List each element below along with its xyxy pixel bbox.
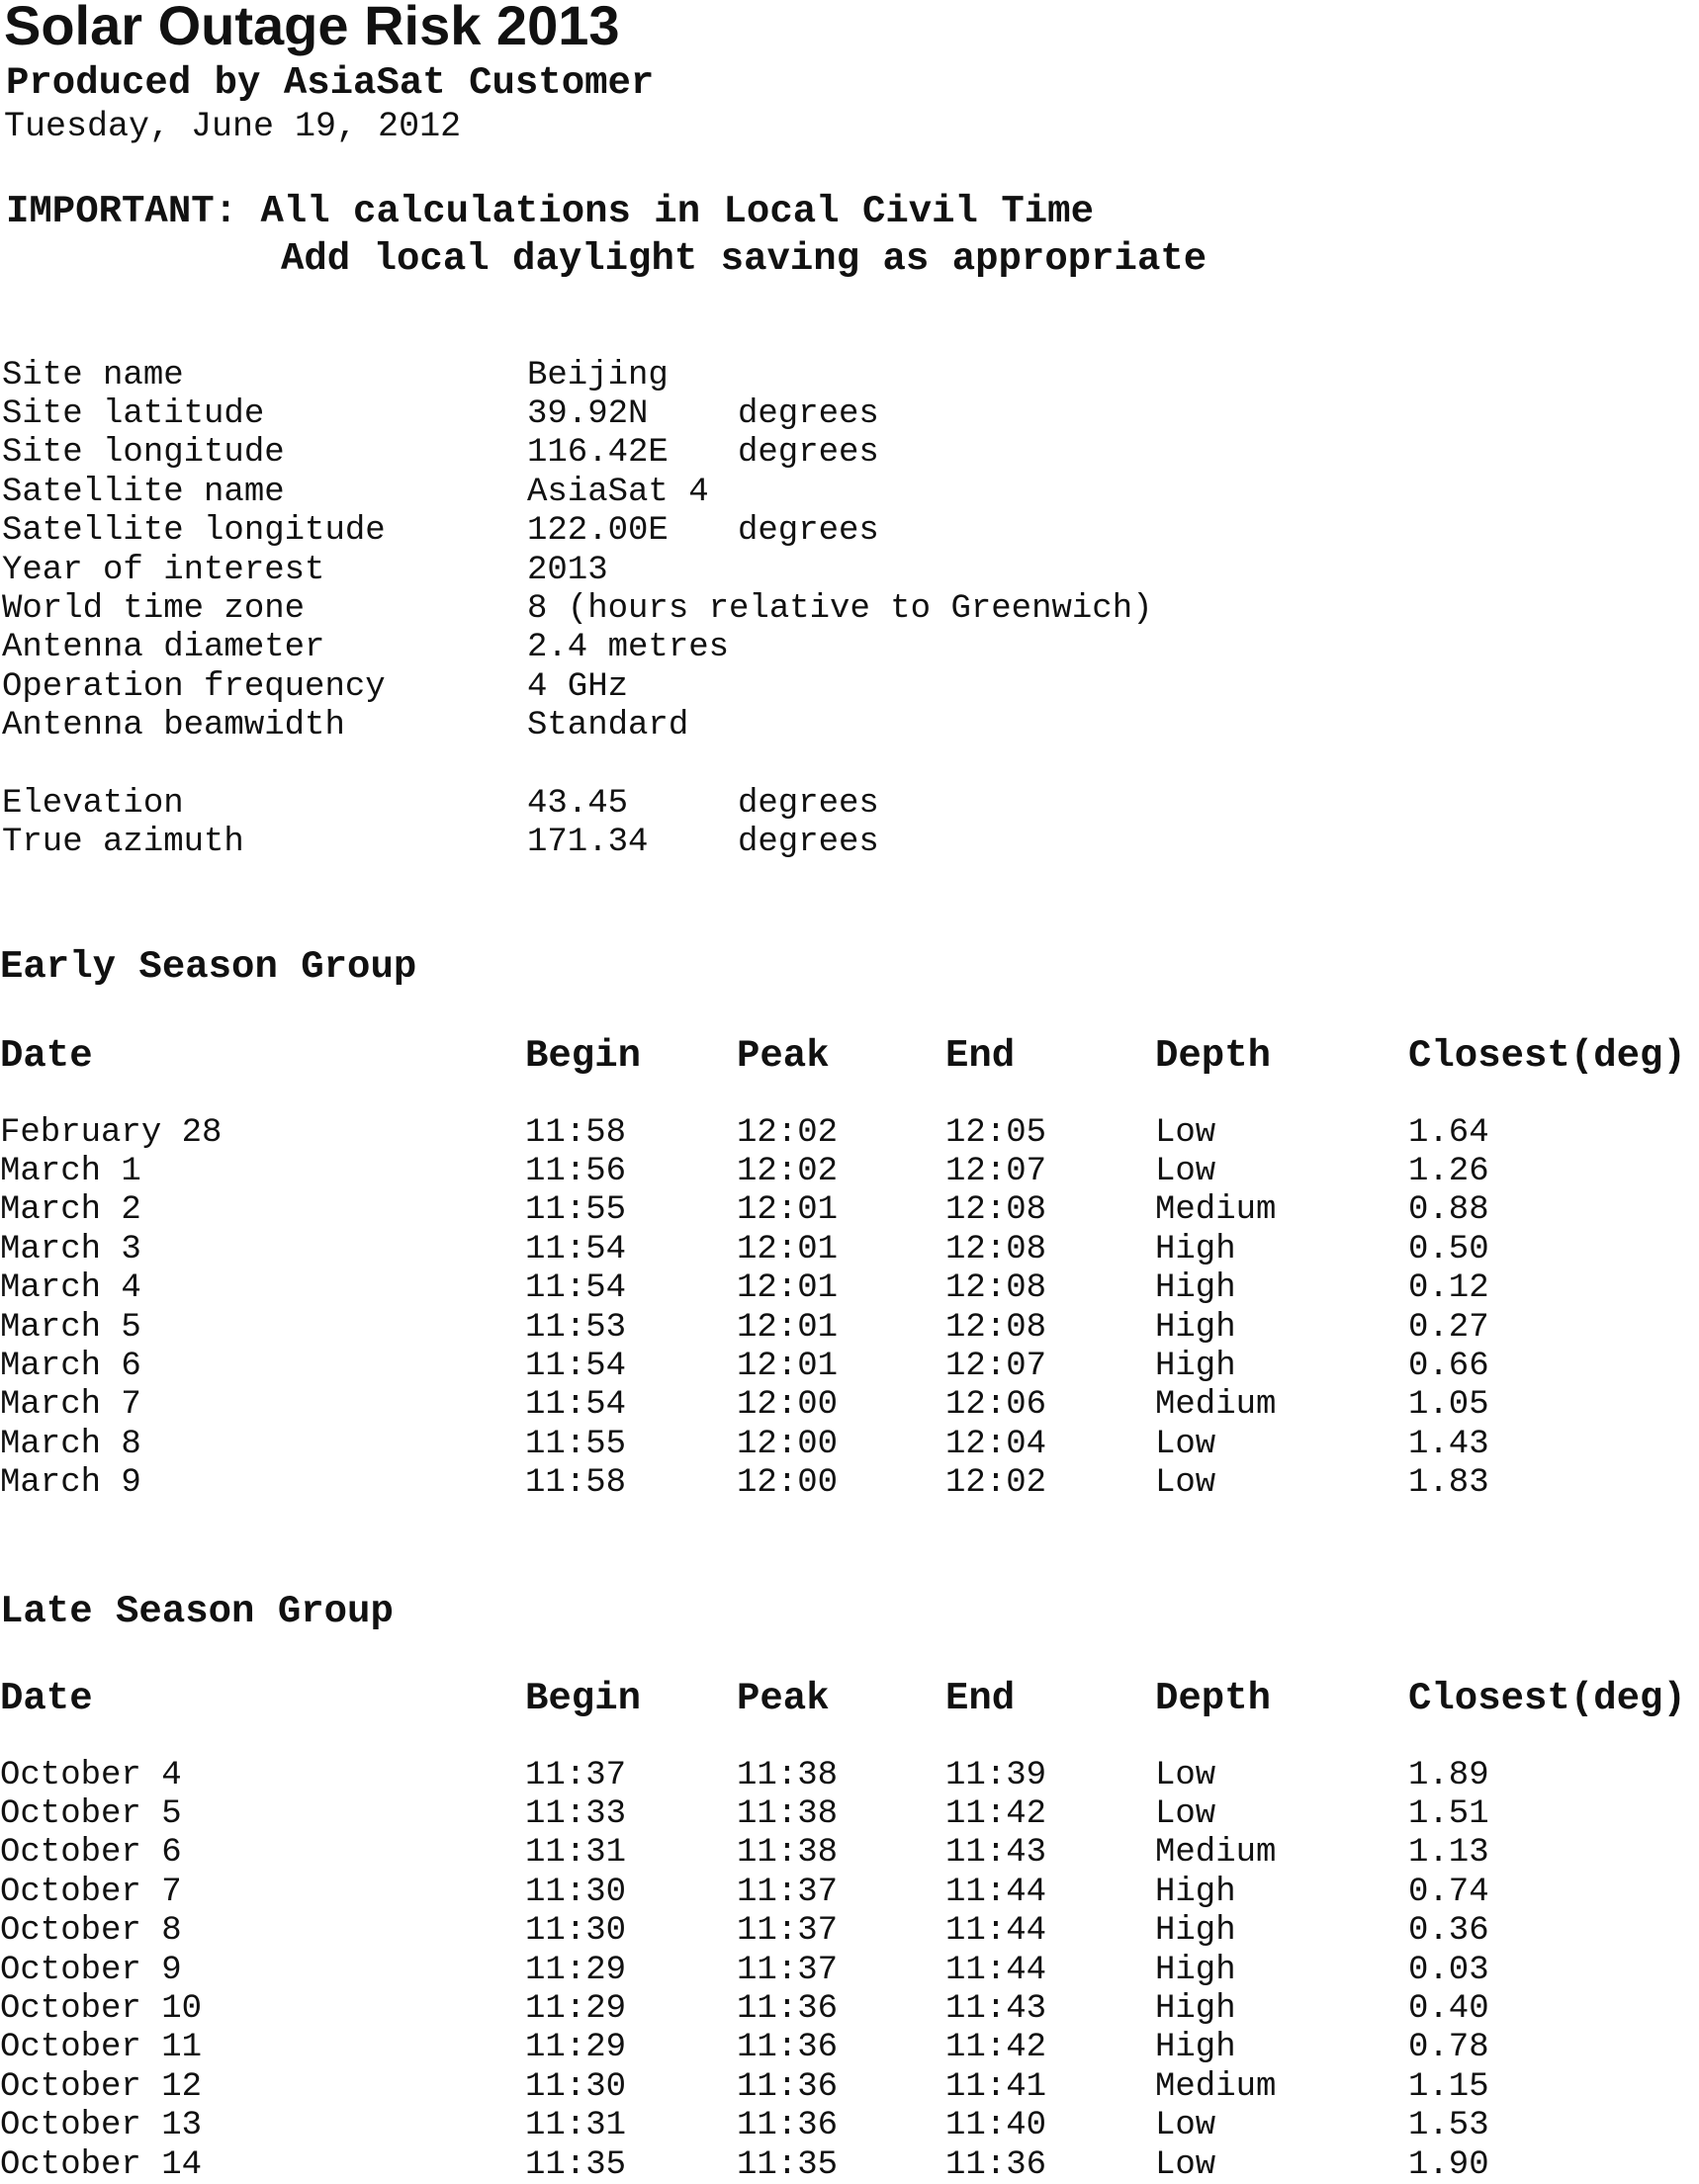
table-cell: Medium: [1155, 1834, 1277, 1873]
table-cell: 11:37: [525, 1756, 627, 1794]
table-cell: 11:43: [945, 1834, 1047, 1873]
table-row: [0, 1989, 1699, 2028]
info-label: Site latitude: [2, 395, 265, 434]
table-cell: 1.90: [1408, 2145, 1489, 2184]
table-cell: 11:36: [737, 1990, 839, 2029]
table-cell: February 28: [0, 1113, 223, 1152]
table-cell: October 13: [0, 2107, 203, 2145]
table-cell: Low: [1155, 1425, 1216, 1463]
column-header: End: [945, 1677, 1016, 1720]
table-cell: March 3: [0, 1230, 141, 1268]
table-cell: 11:44: [945, 1951, 1047, 1989]
table-cell: 11:58: [525, 1464, 627, 1503]
table-cell: High: [1155, 1269, 1236, 1308]
info-unit: degrees: [738, 512, 879, 551]
table-cell: 11:30: [525, 1873, 627, 1911]
table-cell: High: [1155, 1951, 1236, 1989]
table-cell: 12:07: [945, 1153, 1047, 1191]
table-row: [0, 1113, 1699, 1152]
column-header: Closest(deg): [1408, 1677, 1686, 1720]
table-cell: 11:38: [737, 1795, 839, 1834]
table-cell: High: [1155, 1912, 1236, 1951]
table-cell: 12:01: [737, 1269, 839, 1308]
info-value: 39.92N: [527, 395, 649, 434]
table-cell: 11:36: [737, 2029, 839, 2067]
column-header: Depth: [1155, 1034, 1272, 1078]
table-cell: Low: [1155, 1153, 1216, 1191]
table-row: [0, 2145, 1699, 2184]
table-cell: Medium: [1155, 2067, 1277, 2106]
site-info: [2, 356, 1153, 862]
table-cell: 11:55: [525, 1191, 627, 1230]
produced-by: Produced by AsiaSat Customer: [6, 61, 655, 105]
table-cell: 12:00: [737, 1386, 839, 1425]
table-cell: 1.15: [1408, 2067, 1489, 2106]
table-body: [0, 1756, 1699, 2184]
column-header: Peak: [737, 1034, 830, 1078]
table-cell: Low: [1155, 2145, 1216, 2184]
info-row: [2, 434, 879, 473]
table-cell: October 12: [0, 2067, 203, 2106]
table-cell: Low: [1155, 1756, 1216, 1794]
table-cell: High: [1155, 1990, 1236, 2029]
table-cell: 12:08: [945, 1308, 1047, 1347]
table-cell: 11:39: [945, 1756, 1047, 1794]
table-cell: 1.89: [1408, 1756, 1489, 1794]
table-cell: 11:37: [737, 1951, 839, 1989]
table-cell: High: [1155, 2029, 1236, 2067]
table-cell: 1.26: [1408, 1153, 1489, 1191]
table-cell: Low: [1155, 1113, 1216, 1152]
table-cell: 0.74: [1408, 1873, 1489, 1911]
table-cell: 11:44: [945, 1912, 1047, 1951]
table-row: [0, 1873, 1699, 1911]
table-cell: 11:42: [945, 1795, 1047, 1834]
table-cell: 11:36: [737, 2067, 839, 2106]
table-row: [0, 1951, 1699, 1989]
info-label: Satellite name: [2, 473, 285, 511]
table-cell: 0.66: [1408, 1348, 1489, 1386]
table-cell: 11:37: [737, 1912, 839, 1951]
info-label: Operation frequency: [2, 667, 386, 706]
table-cell: 1.13: [1408, 1834, 1489, 1873]
table-row: [0, 1912, 1699, 1951]
table-cell: October 9: [0, 1951, 182, 1989]
table-cell: March 1: [0, 1153, 141, 1191]
table-cell: 11:35: [525, 2145, 627, 2184]
info-row: [2, 356, 879, 394]
info-row: [2, 551, 879, 589]
table-cell: 12:01: [737, 1308, 839, 1347]
table-cell: October 8: [0, 1912, 182, 1951]
table-cell: October 4: [0, 1756, 182, 1794]
table-cell: 12:07: [945, 1348, 1047, 1386]
table-cell: 1.05: [1408, 1386, 1489, 1425]
table-cell: 12:00: [737, 1425, 839, 1463]
info-unit: degrees: [738, 395, 879, 434]
table-cell: High: [1155, 1230, 1236, 1268]
table-cell: 1.51: [1408, 1795, 1489, 1834]
table-cell: 11:58: [525, 1113, 627, 1152]
table-row: [0, 1386, 1699, 1425]
info-label: Year of interest: [2, 551, 325, 589]
table-cell: October 14: [0, 2145, 203, 2184]
table-row: [0, 1152, 1699, 1190]
column-header: Date: [0, 1034, 93, 1078]
table-header: [0, 1675, 1699, 1722]
table-cell: 11:56: [525, 1153, 627, 1191]
table-cell: October 7: [0, 1873, 182, 1911]
table-cell: 12:02: [737, 1113, 839, 1152]
table-row: [0, 2107, 1699, 2145]
table-row: [0, 1230, 1699, 1268]
table-row: [0, 1794, 1699, 1833]
table-cell: October 10: [0, 1990, 203, 2029]
column-header: Depth: [1155, 1677, 1272, 1720]
table-cell: Medium: [1155, 1386, 1277, 1425]
info-value: 116.42E: [527, 434, 669, 473]
table-cell: 11:38: [737, 1834, 839, 1873]
table-row: [0, 2029, 1699, 2067]
table-row: [0, 1347, 1699, 1385]
table-cell: 11:54: [525, 1269, 627, 1308]
column-header: Date: [0, 1677, 93, 1720]
table-cell: 11:30: [525, 2067, 627, 2106]
table-cell: 12:08: [945, 1230, 1047, 1268]
info-row: [2, 512, 879, 551]
table-cell: 12:01: [737, 1230, 839, 1268]
table-cell: High: [1155, 1308, 1236, 1347]
table-cell: 11:36: [737, 2107, 839, 2145]
table-cell: 11:40: [945, 2107, 1047, 2145]
table-cell: 12:02: [737, 1153, 839, 1191]
pointing-label: Elevation: [2, 784, 184, 823]
table-cell: 0.40: [1408, 1990, 1489, 2029]
table-cell: March 4: [0, 1269, 141, 1308]
table-cell: 11:37: [737, 1873, 839, 1911]
table-cell: March 9: [0, 1464, 141, 1503]
table-cell: 0.03: [1408, 1951, 1489, 1989]
late-season-title: Late Season Group: [0, 1590, 394, 1633]
report-date: Tuesday, June 19, 2012: [4, 107, 462, 146]
table-row: [0, 1425, 1699, 1463]
table-cell: October 11: [0, 2029, 203, 2067]
table-cell: 1.43: [1408, 1425, 1489, 1463]
info-value: AsiaSat 4: [527, 473, 709, 511]
column-header: End: [945, 1034, 1016, 1078]
info-unit: degrees: [738, 434, 879, 473]
table-row: [0, 2067, 1699, 2106]
table-cell: 11:53: [525, 1308, 627, 1347]
info-label: Antenna beamwidth: [2, 707, 345, 745]
table-cell: 11:35: [737, 2145, 839, 2184]
table-cell: 12:05: [945, 1113, 1047, 1152]
column-header: Begin: [525, 1677, 642, 1720]
table-cell: March 2: [0, 1191, 141, 1230]
table-row: [0, 1834, 1699, 1873]
table-cell: 0.36: [1408, 1912, 1489, 1951]
info-row: [2, 707, 879, 745]
table-cell: 12:01: [737, 1348, 839, 1386]
table-cell: 11:36: [945, 2145, 1047, 2184]
table-row: [0, 1269, 1699, 1308]
table-body: [0, 1113, 1699, 1503]
table-cell: 11:29: [525, 2029, 627, 2067]
table-cell: Medium: [1155, 1191, 1277, 1230]
table-row: [0, 1191, 1699, 1230]
table-cell: Low: [1155, 1795, 1216, 1834]
info-value: 2013: [527, 551, 608, 589]
table-cell: October 6: [0, 1834, 182, 1873]
table-cell: 1.64: [1408, 1113, 1489, 1152]
table-row: [0, 1756, 1699, 1794]
info-label: Antenna diameter: [2, 629, 325, 667]
pointing-row: [2, 784, 879, 823]
info-row: [2, 629, 879, 667]
info-label: Site name: [2, 356, 184, 394]
table-cell: 11:33: [525, 1795, 627, 1834]
pointing-unit: degrees: [738, 784, 879, 823]
table-cell: 11:54: [525, 1348, 627, 1386]
table-cell: 12:04: [945, 1425, 1047, 1463]
table-cell: 11:29: [525, 1951, 627, 1989]
info-row: [2, 589, 1153, 629]
late-season-table: [0, 1675, 1699, 2184]
info-value: Standard: [527, 707, 689, 745]
table-cell: 0.12: [1408, 1269, 1489, 1308]
table-cell: March 8: [0, 1425, 141, 1463]
table-cell: 11:31: [525, 1834, 627, 1873]
daylight-note: Add local daylight saving as appropriate: [281, 237, 1207, 281]
table-cell: 11:42: [945, 2029, 1047, 2067]
pointing-row: [2, 824, 879, 862]
table-cell: 11:54: [525, 1386, 627, 1425]
table-cell: 11:29: [525, 1990, 627, 2029]
report-title: Solar Outage Risk 2013: [4, 0, 620, 56]
table-cell: March 5: [0, 1308, 141, 1347]
info-row: [2, 394, 879, 433]
table-cell: Low: [1155, 2107, 1216, 2145]
info-value: 2.4 metres: [527, 629, 730, 667]
info-row: [2, 667, 879, 706]
table-cell: 0.50: [1408, 1230, 1489, 1268]
early-season-title: Early Season Group: [0, 945, 417, 989]
info-value: 122.00E: [527, 512, 669, 551]
table-cell: 12:00: [737, 1464, 839, 1503]
info-value: 4 GHz: [527, 667, 629, 706]
table-cell: 11:54: [525, 1230, 627, 1268]
table-row: [0, 1308, 1699, 1347]
important-note: IMPORTANT: All calculations in Local Civil Time: [6, 190, 1094, 233]
table-cell: October 5: [0, 1795, 182, 1834]
table-cell: 12:08: [945, 1191, 1047, 1230]
info-label: World time zone: [2, 590, 306, 629]
table-cell: March 6: [0, 1348, 141, 1386]
table-cell: 11:31: [525, 2107, 627, 2145]
table-cell: March 7: [0, 1386, 141, 1425]
pointing-unit: degrees: [738, 824, 879, 862]
info-value: 8 (hours relative to Greenwich): [527, 590, 1153, 629]
column-header: Closest(deg): [1408, 1034, 1686, 1078]
table-cell: 12:06: [945, 1386, 1047, 1425]
table-cell: 11:43: [945, 1990, 1047, 2029]
pointing-label: True azimuth: [2, 824, 244, 862]
table-cell: 12:02: [945, 1464, 1047, 1503]
table-cell: 0.78: [1408, 2029, 1489, 2067]
table-cell: 0.88: [1408, 1191, 1489, 1230]
info-label: Satellite longitude: [2, 512, 386, 551]
pointing-value: 171.34: [527, 824, 649, 862]
table-cell: 12:08: [945, 1269, 1047, 1308]
table-cell: High: [1155, 1348, 1236, 1386]
table-cell: 11:44: [945, 1873, 1047, 1911]
table-cell: High: [1155, 1873, 1236, 1911]
table-row: [0, 1464, 1699, 1503]
info-row: [2, 473, 879, 511]
column-header: Begin: [525, 1034, 642, 1078]
pointing-value: 43.45: [527, 784, 629, 823]
table-cell: 12:01: [737, 1191, 839, 1230]
table-cell: 11:55: [525, 1425, 627, 1463]
info-label: Site longitude: [2, 434, 285, 473]
table-header: [0, 1032, 1699, 1080]
table-cell: 11:30: [525, 1912, 627, 1951]
table-cell: 1.53: [1408, 2107, 1489, 2145]
table-cell: 11:41: [945, 2067, 1047, 2106]
table-cell: 11:38: [737, 1756, 839, 1794]
column-header: Peak: [737, 1677, 830, 1720]
early-season-table: [0, 1032, 1699, 1503]
table-cell: Low: [1155, 1464, 1216, 1503]
table-cell: 1.83: [1408, 1464, 1489, 1503]
info-value: Beijing: [527, 356, 669, 394]
table-cell: 0.27: [1408, 1308, 1489, 1347]
